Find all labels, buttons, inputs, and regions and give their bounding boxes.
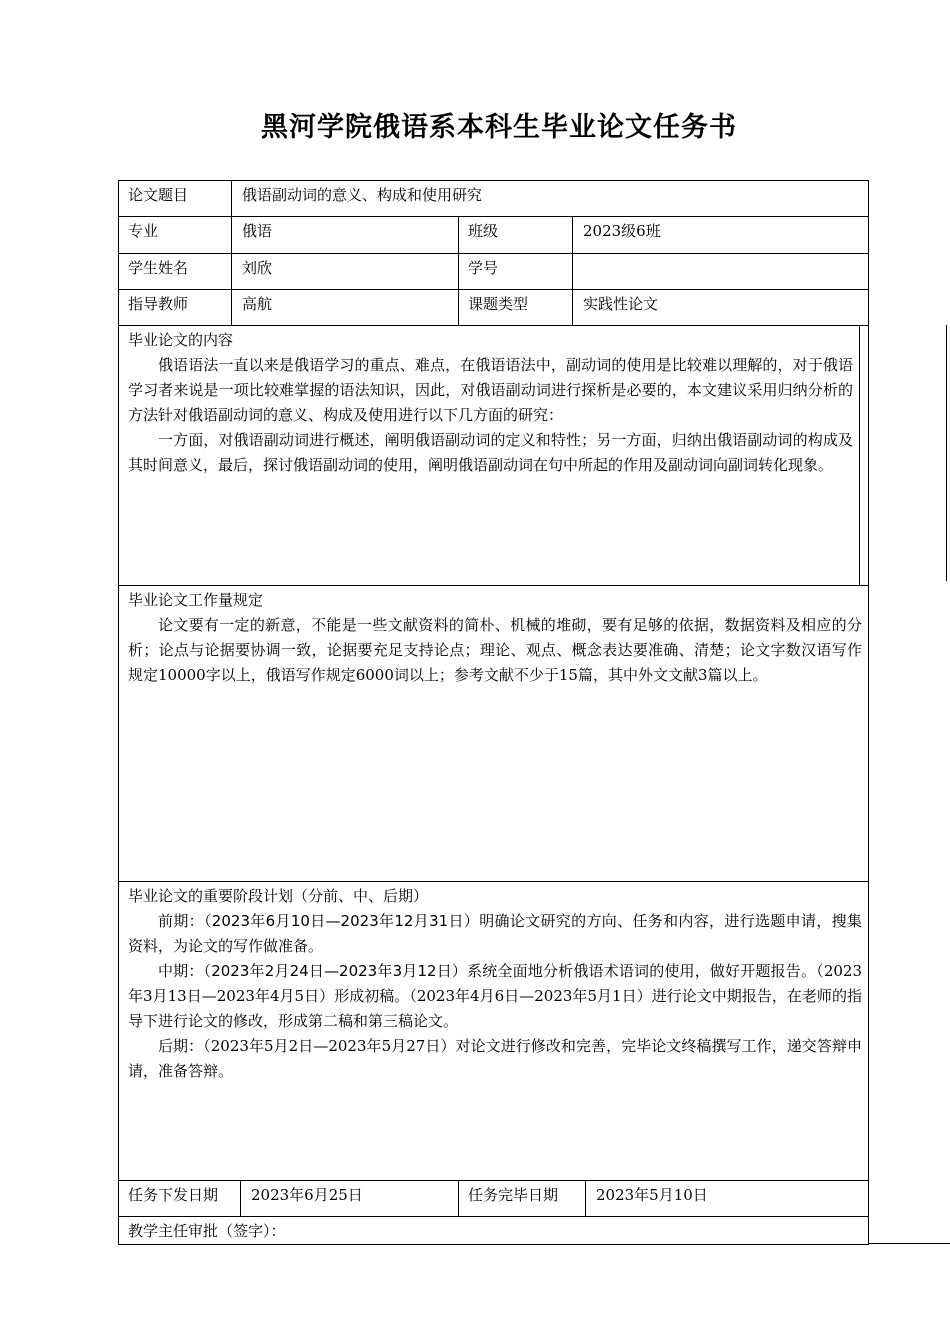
id-value-cell xyxy=(572,253,869,290)
id-label-cell xyxy=(458,253,573,290)
issue-date-label-cell xyxy=(118,1180,241,1217)
mid-dates-2: （2023年3月13日—2023年4月5日） xyxy=(128,962,862,1005)
student-value: 刘欣 xyxy=(242,259,273,277)
mid-text-1: 系统全面地分析 xyxy=(467,962,574,980)
type-value: 实践性论文 xyxy=(583,295,659,313)
class-label: 班级 xyxy=(468,222,499,240)
issue-date-value-cell xyxy=(240,1180,459,1217)
approval-cell xyxy=(118,1216,869,1245)
major-value-cell xyxy=(231,216,459,254)
issue-date-label: 任务下发日期 xyxy=(128,1186,219,1204)
workload-heading: 毕业论文工作量规定 xyxy=(128,591,264,609)
margin-line-right xyxy=(946,325,947,581)
mid-dates: （2023年2月24日—2023年3月12日） xyxy=(203,962,468,980)
major-value: 俄语 xyxy=(242,222,273,240)
advisor-label-cell xyxy=(118,289,232,326)
type-label: 课题类型 xyxy=(468,295,529,313)
student-label: 学生姓名 xyxy=(128,259,189,277)
finish-date-label: 任务完毕日期 xyxy=(468,1186,559,1204)
class-label-cell xyxy=(458,216,573,254)
page-title: 黑河学院俄语系本科生毕业论文任务书 xyxy=(261,112,737,143)
mid-text-2: 俄语术语词的使用 xyxy=(573,962,695,980)
mid-text-5: 进行论文中期报告，在老师的指导下进行论文的修改，形成第二稿和第三稿论文。 xyxy=(128,987,862,1030)
early-dates: （2023年6月10日—2023年12月31日） xyxy=(203,912,480,930)
student-label-cell xyxy=(118,253,232,290)
major-label-cell xyxy=(118,216,232,254)
mid-text-3: ，做好开题报告。 xyxy=(694,962,817,980)
advisor-value: 高航 xyxy=(242,295,273,313)
plan-late xyxy=(128,1034,862,1084)
plan-heading: 毕业论文的重要阶段计划（分前、中、后期） xyxy=(128,887,429,905)
bottom-extension-line xyxy=(868,1243,950,1244)
content-paragraph-2: 一方面，对俄语副动词进行概述，阐明俄语副动词的定义和特性；另一方面，归纳出俄语副动词的构成及其时间意义，最后，探讨俄语副动词的使用，阐明俄语副动词在句中所起的作用及副动词向副词转化现象。 xyxy=(128,431,853,474)
id-label: 学号 xyxy=(468,259,499,277)
topic-value-cell xyxy=(231,180,869,217)
content-heading: 毕业论文的内容 xyxy=(128,331,234,349)
type-label-cell xyxy=(458,289,573,326)
workload-paragraph: 论文要有一定的新意，不能是一些文献资料的简朴、机械的堆砌，要有足够的依据，数据资料及相应的分析；论点与论据要协调一致，论据要充足支持论点；理论、观点、概念表达要准确、清楚；论文字数汉语写作规定10000字以上，俄语写作规定6000词以上；参考文献不少于15篇，其中外文文献3篇以上。 xyxy=(128,616,862,684)
late-dates: （2023年5月2日—2023年5月27日） xyxy=(203,1037,456,1055)
type-value-cell xyxy=(572,289,869,326)
early-text: 明确论文研究的方向、任务和内容，进行选题申请，搜集资料，为论文的写作做准备。 xyxy=(128,912,862,955)
finish-date-label-cell xyxy=(458,1180,586,1217)
mid-label: 中期： xyxy=(158,962,204,980)
late-text: 对论文进行修改和完善，完毕论文终稿撰写工作，递交答辩申请，准备答辩。 xyxy=(128,1037,862,1080)
workload-section xyxy=(118,585,869,882)
class-value: 2023级6班 xyxy=(583,222,661,240)
plan-mid xyxy=(128,959,862,1034)
advisor-label: 指导教师 xyxy=(128,295,189,313)
mid-dates-3: （2023年4月6日—2023年5月1日） xyxy=(409,987,652,1005)
content-paragraph-1: 俄语语法一直以来是俄语学习的重点、难点，在俄语语法中，副动词的使用是比较难以理解的，对于俄语学习者来说是一项比较难掌握的语法知识，因此，对俄语副动词进行探析是必要的，本文建议采用归纳分析的方法针对俄语副动词的意义、构成及使用进行以下几方面的研究： xyxy=(128,356,853,424)
finish-date-value-cell xyxy=(585,1180,869,1217)
plan-section xyxy=(118,881,869,1181)
topic-label: 论文题目 xyxy=(128,186,189,204)
content-section xyxy=(118,325,860,586)
late-label: 后期： xyxy=(158,1037,204,1055)
student-value-cell xyxy=(231,253,459,290)
class-value-cell xyxy=(572,216,869,254)
finish-date-value: 2023年5月10日 xyxy=(596,1186,708,1204)
plan-early xyxy=(128,909,862,959)
approval-label: 教学主任审批（签字）： xyxy=(128,1222,286,1240)
mid-text-4: 形成初稿。 xyxy=(334,987,410,1005)
early-label: 前期： xyxy=(158,912,204,930)
major-label: 专业 xyxy=(128,222,159,240)
issue-date-value: 2023年6月25日 xyxy=(251,1186,363,1204)
advisor-value-cell xyxy=(231,289,459,326)
topic-label-cell xyxy=(118,180,232,217)
topic-value: 俄语副动词的意义、构成和使用研究 xyxy=(242,186,483,204)
content-right-border xyxy=(868,325,869,586)
